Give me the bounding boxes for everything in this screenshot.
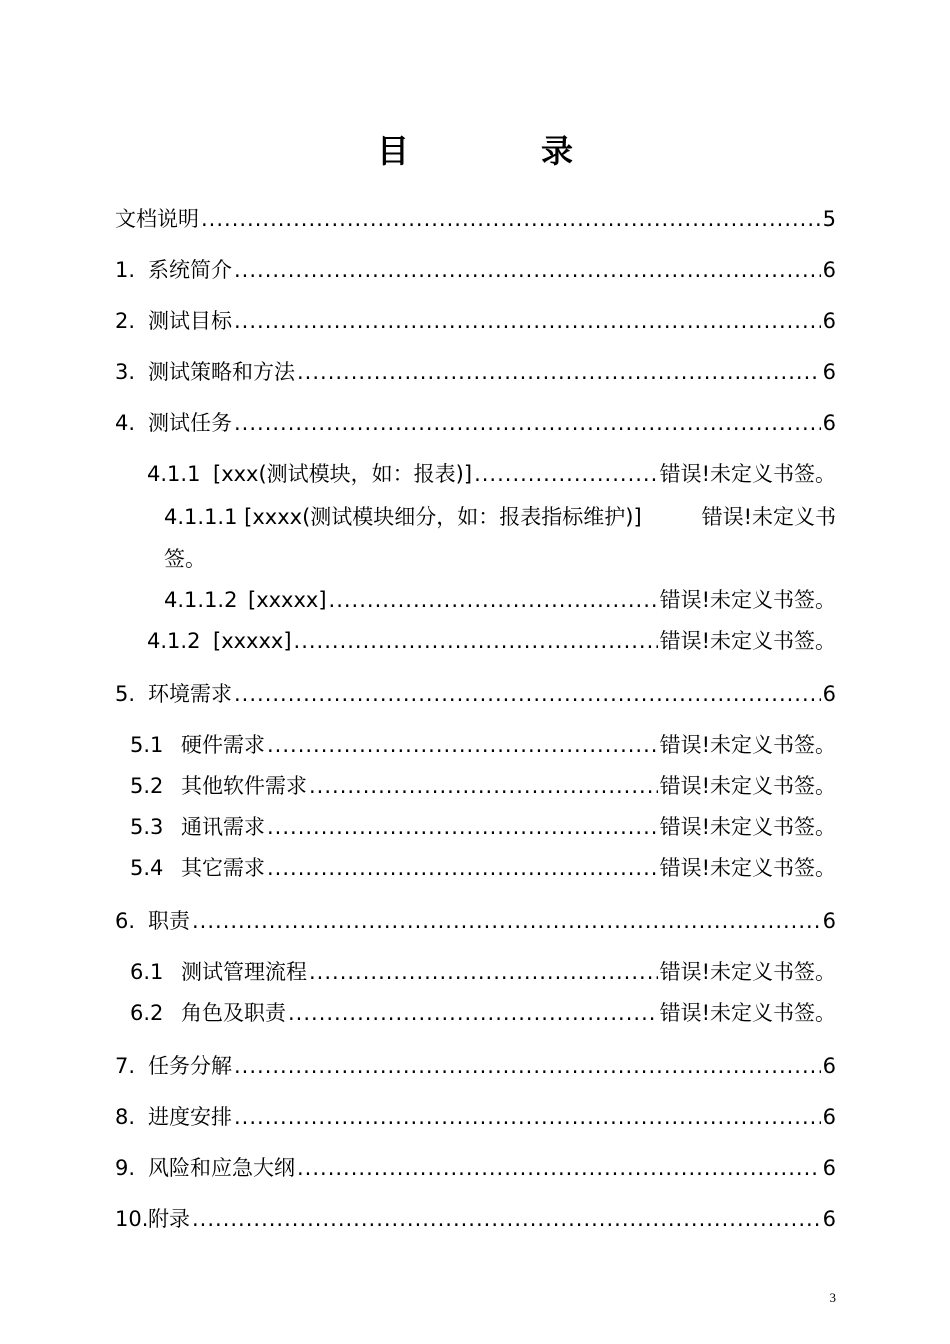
toc-number: 5.2 [130, 774, 164, 798]
page-number: 3 [829, 1290, 836, 1305]
toc-page: 6 [822, 411, 836, 435]
toc-number: 5.1 [130, 733, 164, 757]
toc-leader [297, 358, 821, 386]
toc-leader [329, 586, 658, 614]
toc-entry-6-2[interactable] [130, 999, 836, 1027]
toc-number: 1. [115, 258, 136, 282]
toc-label: [xxxxx] [248, 588, 327, 612]
toc-page: 错误!未定义书签。 [659, 629, 836, 653]
toc-entry-6[interactable] [115, 907, 836, 935]
toc-page: 6 [822, 1207, 836, 1231]
toc-label: [xxxxx] [213, 629, 292, 653]
toc-page: 错误!未定义书签。 [659, 588, 836, 612]
toc-label: 文档说明 [115, 207, 199, 231]
toc-page: 6 [822, 1054, 836, 1078]
toc-page: 错误!未定义书签。 [659, 856, 836, 880]
toc-label: 测试目标 [148, 309, 232, 333]
toc-leader [267, 813, 658, 841]
toc-label: 测试管理流程 [181, 960, 307, 984]
toc-number: 4.1.1 [147, 462, 201, 486]
toc-entry-4-1-1[interactable] [147, 460, 836, 488]
toc-leader [201, 205, 821, 233]
toc-label: 环境需求 [148, 682, 232, 706]
toc-entry-1[interactable] [115, 256, 836, 284]
toc-entry-4-1-2[interactable] [147, 627, 836, 655]
toc-leader [267, 731, 658, 759]
toc-page: 错误!未定义书签。 [659, 815, 836, 839]
toc-leader [234, 256, 821, 284]
toc-entry-3[interactable] [115, 358, 836, 386]
toc-page-continuation: 签。 [164, 547, 206, 571]
toc-page: 错误!未定义书签。 [659, 960, 836, 984]
toc-leader [288, 999, 658, 1027]
toc-entry-4-1-1-1[interactable] [164, 503, 836, 573]
toc-number: 6.2 [130, 1001, 164, 1025]
toc-number: 2. [115, 309, 136, 333]
toc-leader [234, 680, 821, 708]
toc-leader [309, 772, 658, 800]
toc-number: 6. [115, 909, 136, 933]
toc-number: 5. [115, 682, 136, 706]
toc-page: 错误!未定义书签。 [659, 774, 836, 798]
toc-label: 硬件需求 [181, 733, 265, 757]
toc-page: 6 [822, 258, 836, 282]
toc-number: 5.3 [130, 815, 164, 839]
toc-title: 目 录 [376, 132, 623, 170]
toc-number: 3. [115, 360, 136, 384]
toc-entry-5-4[interactable] [130, 854, 836, 882]
toc-leader [234, 1052, 821, 1080]
toc-leader [234, 307, 821, 335]
toc-label: 通讯需求 [181, 815, 265, 839]
toc-entry-4-1-1-2[interactable] [164, 586, 836, 614]
toc-leader [234, 1103, 821, 1131]
toc-label: 任务分解 [148, 1054, 232, 1078]
toc-label: [xxxx(测试模块细分，如：报表指标维护)] [244, 505, 642, 529]
toc-entry-2[interactable] [115, 307, 836, 335]
toc-number: 4.1.2 [147, 629, 201, 653]
toc-label: 系统简介 [148, 258, 232, 282]
toc-leader [474, 460, 658, 488]
toc-leader [297, 1154, 821, 1182]
toc-leader [294, 627, 658, 655]
toc-page: 错误!未定义书 [701, 505, 836, 529]
toc-page: 错误!未定义书签。 [659, 462, 836, 486]
toc-label: 风险和应急大纲 [148, 1156, 295, 1180]
toc-page: 6 [822, 682, 836, 706]
toc-number: 4.1.1.1 [164, 505, 238, 529]
toc-entry-4[interactable] [115, 409, 836, 437]
toc-number: 4. [115, 411, 136, 435]
toc-entry-8[interactable] [115, 1103, 836, 1131]
toc-number: 7. [115, 1054, 136, 1078]
toc-label: 角色及职责 [181, 1001, 286, 1025]
toc-number: 5.4 [130, 856, 164, 880]
toc-label: 其它需求 [181, 856, 265, 880]
toc-entry-doc-notes[interactable] [115, 205, 836, 233]
toc-label: 测试任务 [148, 411, 232, 435]
toc-label: 其他软件需求 [181, 774, 307, 798]
toc-label: 进度安排 [148, 1105, 232, 1129]
toc-number: 10. [115, 1207, 149, 1231]
toc-leader [267, 854, 658, 882]
toc-page: 错误!未定义书签。 [659, 733, 836, 757]
toc-number: 9. [115, 1156, 136, 1180]
toc-label: 附录 [148, 1207, 190, 1231]
toc-page: 错误!未定义书签。 [659, 1001, 836, 1025]
toc-page: 6 [822, 909, 836, 933]
toc-page: 6 [822, 360, 836, 384]
toc-label: 测试策略和方法 [148, 360, 295, 384]
toc-leader [192, 907, 821, 935]
toc-page: 6 [822, 309, 836, 333]
toc-number: 8. [115, 1105, 136, 1129]
toc-label: 职责 [148, 909, 190, 933]
toc-entry-5[interactable] [115, 680, 836, 708]
toc-entry-5-3[interactable] [130, 813, 836, 841]
toc-entry-5-2[interactable] [130, 772, 836, 800]
toc-entry-10[interactable] [115, 1205, 836, 1233]
toc-number: 4.1.1.2 [164, 588, 238, 612]
toc-leader [234, 409, 821, 437]
toc-leader [192, 1205, 821, 1233]
toc-entry-7[interactable] [115, 1052, 836, 1080]
toc-page: 6 [822, 1105, 836, 1129]
toc-entry-9[interactable] [115, 1154, 836, 1182]
toc-entry-6-1[interactable] [130, 958, 836, 986]
toc-number: 6.1 [130, 960, 164, 984]
toc-page: 6 [822, 1156, 836, 1180]
toc-label: [xxx(测试模块，如：报表)] [213, 462, 473, 486]
toc-entry-5-1[interactable] [130, 731, 836, 759]
toc-page: 5 [822, 207, 836, 231]
toc-leader [309, 958, 658, 986]
